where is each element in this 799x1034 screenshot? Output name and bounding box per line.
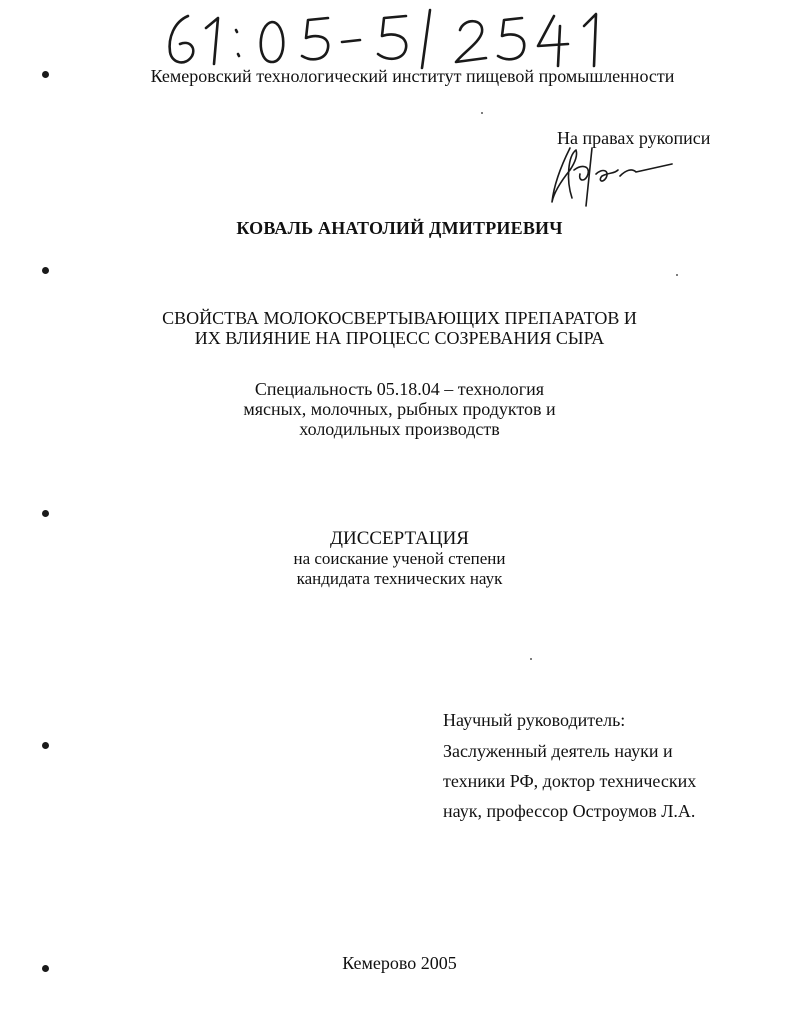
- advisor-line: Научный руководитель:: [443, 710, 626, 730]
- scan-speck: [676, 274, 678, 276]
- handwritten-archive-number: [160, 8, 620, 70]
- advisor-line: наук, профессор Остроумов Л.А.: [443, 801, 696, 821]
- scan-speck: [530, 658, 532, 660]
- institute-name: Кемеровский технологический институт пищевой промышленности: [150, 66, 675, 86]
- document-type: ДИССЕРТАЦИЯ: [330, 528, 469, 549]
- degree-line: кандидата технических наук: [296, 569, 503, 588]
- signature: [540, 140, 675, 210]
- advisor-line: Заслуженный деятель науки и: [443, 741, 673, 761]
- scan-speck: [481, 112, 483, 114]
- punch-hole: [42, 71, 49, 78]
- advisor-line: техники РФ, доктор технических: [443, 771, 697, 791]
- punch-hole: [42, 510, 49, 517]
- specialty-line: мясных, молочных, рыбных продуктов и: [243, 399, 556, 419]
- punch-hole: [42, 267, 49, 274]
- dissertation-title-line: ИХ ВЛИЯНИЕ НА ПРОЦЕСС СОЗРЕВАНИЯ СЫРА: [194, 328, 605, 348]
- specialty-line: холодильных производств: [299, 419, 500, 439]
- degree-line: на соискание ученой степени: [293, 549, 506, 568]
- manuscript-note: На правах рукописи: [557, 128, 711, 148]
- author-name: КОВАЛЬ АНАТОЛИЙ ДМИТРИЕВИЧ: [236, 218, 563, 238]
- specialty-line: Специальность 05.18.04 – технология: [254, 379, 545, 399]
- punch-hole: [42, 965, 49, 972]
- city-year: Кемерово 2005: [342, 953, 457, 973]
- punch-hole: [42, 742, 49, 749]
- dissertation-title-line: СВОЙСТВА МОЛОКОСВЕРТЫВАЮЩИХ ПРЕПАРАТОВ И: [162, 308, 637, 328]
